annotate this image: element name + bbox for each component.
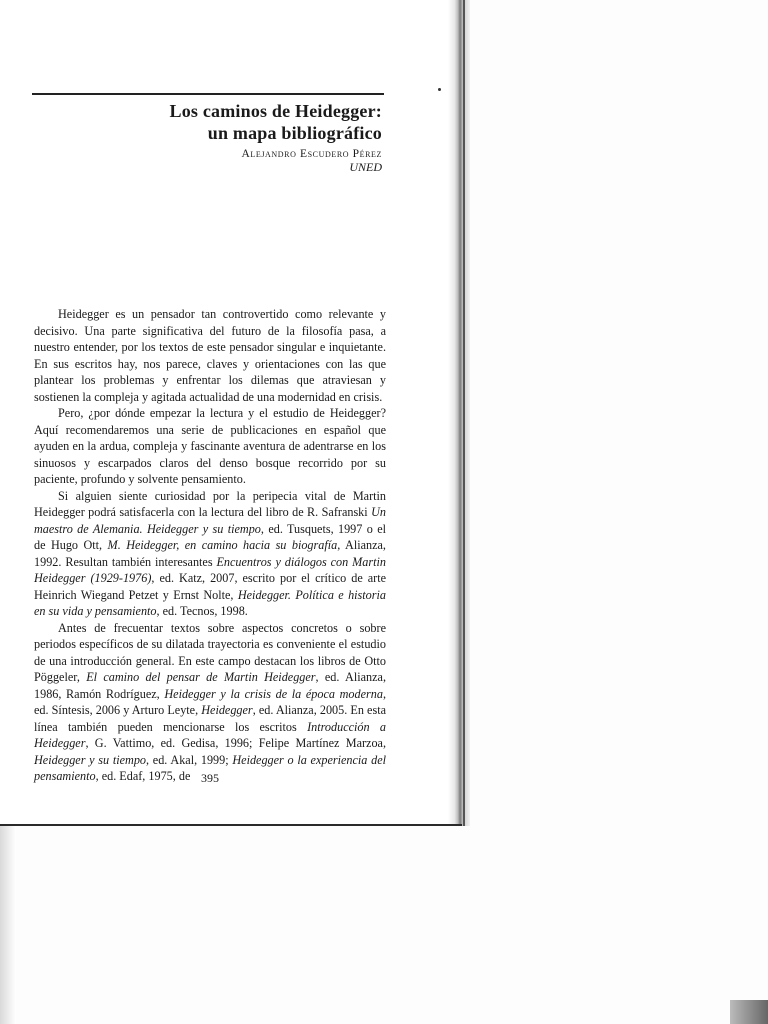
- book-title-citation: Introducción a Heidegger: [34, 719, 386, 750]
- paragraph-text: , ed. Alianza, 2005. En esta línea también pueden mencionarse los escritos: [34, 703, 386, 734]
- article-header: [120, 100, 382, 175]
- page-bottom-edge: [0, 824, 462, 826]
- book-title-citation: Heidegger o la experiencia del pensamiento: [34, 752, 386, 783]
- paragraph-text: , ed. Tecnos, 1998.: [156, 604, 248, 618]
- book-title-citation: Heidegger y la crisis de la época moderna: [164, 686, 383, 701]
- article-title-line-2: un mapa bibliográfico: [207, 123, 382, 143]
- book-title-citation: Encuentros y diálogos con Martin Heidegger (1929-1976): [34, 554, 387, 585]
- article-author: Alejandro Escudero Pérez: [241, 148, 382, 160]
- article-title-line-1: Los caminos de Heidegger:: [169, 101, 382, 121]
- paragraph-text: , ed. Tusquets, 1997 o el de Hugo Ott,: [34, 521, 386, 552]
- author-affiliation: UNED: [349, 160, 382, 174]
- ink-speck: [438, 88, 441, 91]
- paragraph-text: , ed. Edaf, 1975, de: [95, 769, 191, 783]
- page-number: 395: [201, 771, 219, 785]
- book-title-citation: Heidegger: [201, 703, 253, 717]
- paragraph-text: Antes de frecuentar textos sobre aspectos concretos o sobre periodos específicos de su dilatada trayectoria es conveniente el estudio de una introducción general. En este campo destacan los libros de Otto Pöggeler,: [34, 620, 386, 684]
- paragraph-text: , ed. Alianza, 1986, Ramón Rodríguez,: [34, 670, 386, 701]
- book-title-citation: Un maestro de Alemania. Heidegger y su tiempo: [34, 505, 386, 536]
- paragraph-text: Si alguien siente curiosidad por la peripecia vital de Martin Heidegger podrá satisfacerla con la lectura del libro de R. Safranski: [34, 488, 386, 519]
- book-title-citation: M. Heidegger, en camino hacia su biografía: [107, 538, 338, 552]
- paragraph-text: , ed. Akal, 1999;: [146, 752, 233, 767]
- paragraph-text: , ed. Katz, 2007, escrito por el crítico de arte Heinrich Wiegand Petzet y Ernst Nolte,: [34, 571, 386, 602]
- body-paragraph: [34, 306, 386, 405]
- book-gutter-shadow: [448, 0, 470, 826]
- book-page: [0, 0, 458, 826]
- scan-corner-shadow: [730, 1000, 768, 1024]
- book-title-citation: Heidegger. Política e historia en su vida y pensamiento: [34, 587, 386, 618]
- paragraph-text: Pero, ¿por dónde empezar la lectura y el estudio de Heidegger? Aquí recomendaremos una serie de publicaciones en español que ayuden en la ardua, compleja y fascinante aventura de adentrarse en los sinuosos y escarpados claros del denso bosque recorrido por su paciente, profundo y solvente pensamiento.: [34, 406, 386, 486]
- paragraph-text: Heidegger es un pensador tan controvertido como relevante y decisivo. Una parte significativa del futuro de la filosofía pasa, a nuestro entender, por los textos de este pensador singular e inquietante. En sus escritos hay, nos parece, claves y orientaciones con las que plantear los problemas y enfrentar los dilemas que atraviesan y sostienen la compleja y agitada actualidad de una modernidad en crisis.: [34, 307, 386, 404]
- book-title-citation: Heidegger y su tiempo: [34, 752, 147, 767]
- scan-edge-shadow: [0, 826, 16, 1024]
- book-title-citation: El camino del pensar de Martin Heidegger: [86, 670, 316, 684]
- paragraph-text: , G. Vattimo, ed. Gedisa, 1996; Felipe Martínez Marzoa,: [85, 736, 386, 750]
- paragraph-text: , ed. Síntesis, 2006 y Arturo Leyte,: [34, 686, 386, 717]
- article-body: [34, 306, 386, 785]
- body-paragraph: [34, 405, 386, 488]
- body-paragraph: [34, 620, 386, 785]
- book-spine-line: [463, 0, 465, 826]
- paragraph-text: , Alianza, 1992. Resultan también interesantes: [34, 538, 386, 569]
- header-rule: [32, 93, 384, 95]
- body-paragraph: [34, 488, 386, 620]
